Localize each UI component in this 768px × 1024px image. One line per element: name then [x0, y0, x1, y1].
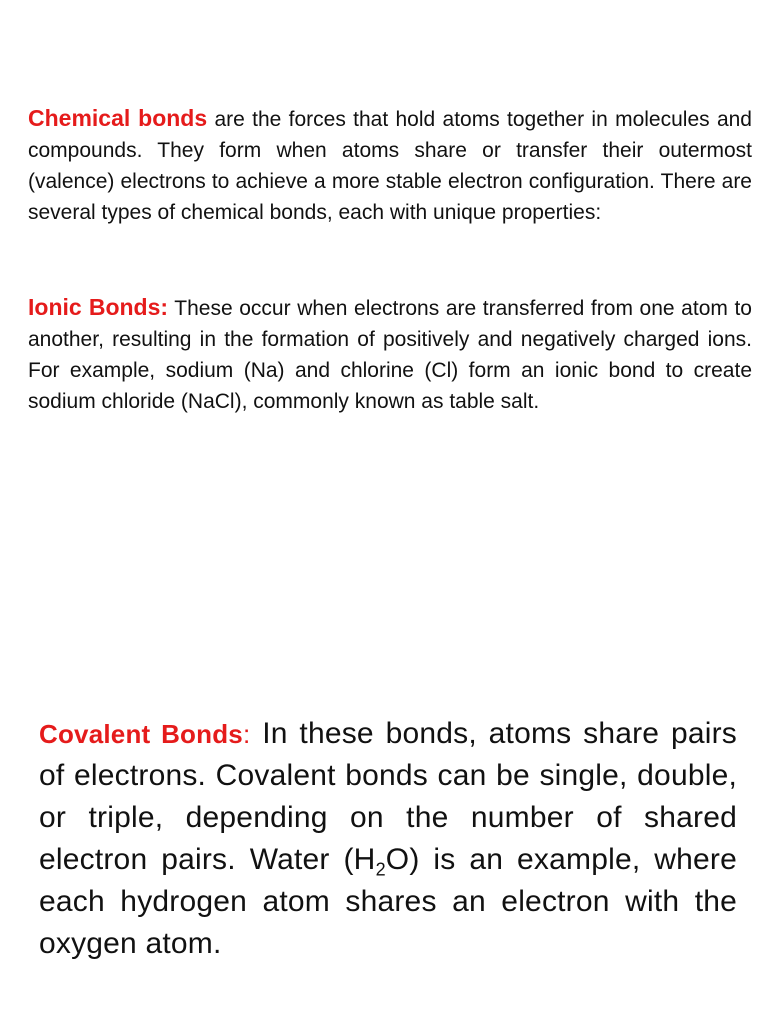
- ionic-bonds-term: Ionic Bonds:: [28, 294, 169, 320]
- covalent-bonds-text-after: O) is an example, where each hydrogen atom shares an electron with the oxygen atom.: [39, 843, 737, 960]
- covalent-bonds-colon: :: [242, 719, 251, 749]
- ionic-bonds-text: These occur when electrons are transferred from one atom to another, resulting in the formation of positively and negatively charged ions. For example, sodium (Na) and chlorine (Cl) form an ionic bond to create sodium chloride (NaCl), commonly known as table salt.: [28, 297, 752, 413]
- chemical-bonds-term: Chemical bonds: [28, 105, 208, 131]
- water-subscript: 2: [375, 859, 386, 880]
- covalent-bonds-term: Covalent Bonds: [39, 719, 243, 749]
- covalent-bonds-paragraph: [39, 713, 737, 965]
- chemical-bonds-paragraph: [28, 103, 752, 228]
- chemical-bonds-text: are the forces that hold atoms together in molecules and compounds. They form when atoms share or transfer their outermost (valence) electrons to achieve a more stable electron configuration. There are several types of chemical bonds, each with unique properties:: [28, 108, 752, 224]
- covalent-bonds-text-before: In these bonds, atoms share pairs of electrons. Covalent bonds can be single, double, or triple, depending on the number of shared electron pairs. Water (H: [39, 717, 737, 876]
- ionic-bonds-paragraph: [28, 292, 752, 417]
